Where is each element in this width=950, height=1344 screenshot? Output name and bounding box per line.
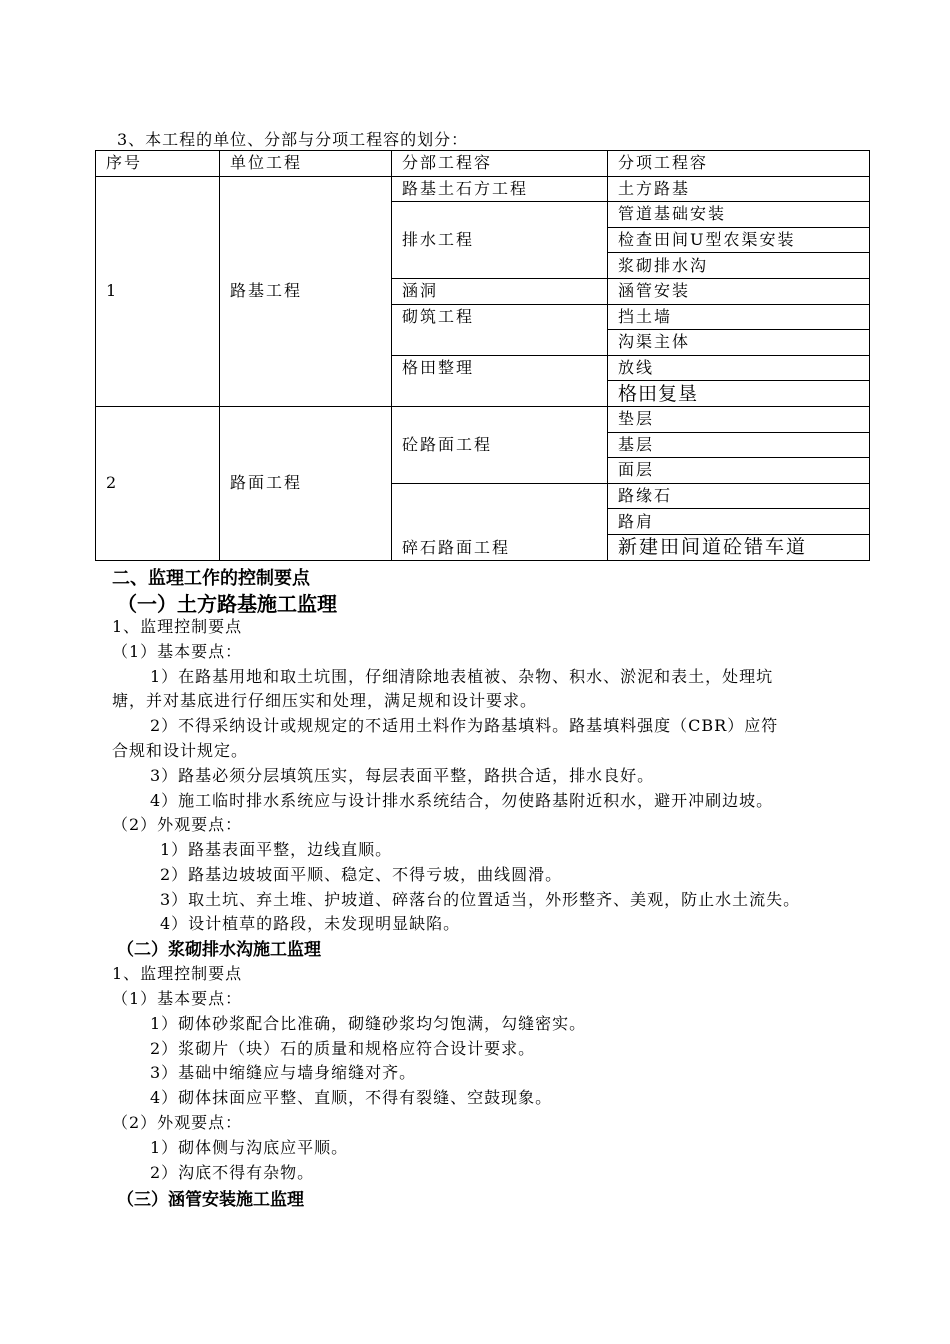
paragraph-line: 3）基础中缩缝应与墙身缩缝对齐。 <box>150 1063 417 1082</box>
part-cell: 排水工程 <box>392 202 608 279</box>
header-no: 序号 <box>96 151 220 177</box>
item-cell: 管道基础安装 <box>608 202 870 228</box>
item-cell: 沟渠主体 <box>608 330 870 356</box>
part-cell: 砼路面工程 <box>392 406 608 483</box>
paragraph-line: 1）路基表面平整，边线直顺。 <box>160 840 393 859</box>
paragraph-line: 2）沟底不得有杂物。 <box>150 1163 315 1182</box>
table-row <box>96 176 870 202</box>
paragraph-line: 2）不得采纳设计或规规定的不适用土料作为路基填料。路基填料强度（CBR）应符 <box>150 716 779 735</box>
subsection-title-earthwork: （一）土方路基施工监理 <box>117 592 337 616</box>
item-cell: 新建田间道砼错车道 <box>608 534 870 560</box>
item-cell: 土方路基 <box>608 176 870 202</box>
group-no: 1 <box>96 176 220 406</box>
group-unit: 路基工程 <box>220 176 392 406</box>
paragraph-line: 3）取土坑、弃土堆、护坡道、碎落台的位置适当，外形整齐、美观，防止水土流失。 <box>160 890 801 909</box>
paragraph-line: 2）浆砌片（块）石的质量和规格应符合设计要求。 <box>150 1039 536 1058</box>
item-cell: 路缘石 <box>608 483 870 509</box>
subsection-title-culvert: （三）涵管安装施工监理 <box>117 1190 304 1210</box>
item-cell: 面层 <box>608 458 870 484</box>
header-item: 分项工程容 <box>608 151 870 177</box>
part-cell: 砌筑工程 <box>392 304 608 355</box>
group-no: 2 <box>96 406 220 560</box>
paragraph-line: 2）路基边坡坡面平顺、稳定、不得亏坡，曲线圆滑。 <box>160 865 563 884</box>
paragraph-line: 1）砌体砂浆配合比准确，砌缝砂浆均匀饱满，勾缝密实。 <box>150 1014 587 1033</box>
appearance-points-label: （2）外观要点： <box>112 815 243 834</box>
header-unit: 单位工程 <box>220 151 392 177</box>
paragraph-line: 4）施工临时排水系统应与设计排水系统结合，勿使路基附近积水，避开冲刷边坡。 <box>150 791 774 810</box>
table-header-row <box>96 151 870 177</box>
paragraph-line: 4）砌体抹面应平整、直顺，不得有裂缝、空鼓现象。 <box>150 1088 553 1107</box>
paragraph-line: 4）设计植草的路段，未发现明显缺陷。 <box>160 914 461 933</box>
group-unit: 路面工程 <box>220 406 392 560</box>
intro-text: 3、本工程的单位、分部与分项工程容的划分： <box>117 130 469 149</box>
part-cell: 格田整理 <box>392 355 608 406</box>
paragraph-line: 合规和设计规定。 <box>112 741 249 760</box>
appearance-points-label: （2）外观要点： <box>112 1113 243 1132</box>
part-cell: 路基土石方工程 <box>392 176 608 202</box>
item-cell: 浆砌排水沟 <box>608 253 870 279</box>
item-cell: 路肩 <box>608 509 870 535</box>
item-cell: 涵管安装 <box>608 278 870 304</box>
paragraph-line: 1）在路基用地和取土坑围，仔细清除地表植被、杂物、积水、淤泥和表土，处理坑 <box>150 667 774 686</box>
item-cell: 基层 <box>608 432 870 458</box>
item-cell: 垫层 <box>608 406 870 432</box>
control-heading: 1、监理控制要点 <box>112 964 243 983</box>
basic-points-label: （1）基本要点： <box>112 989 243 1008</box>
part-cell: 碎石路面工程 <box>392 483 608 560</box>
item-cell: 挡土墙 <box>608 304 870 330</box>
paragraph-line: 1）砌体侧与沟底应平顺。 <box>150 1138 349 1157</box>
division-table <box>95 150 870 561</box>
paragraph-line: 塘，并对基底进行仔细压实和处理，满足规和设计要求。 <box>112 691 538 710</box>
section-title: 二、监理工作的控制要点 <box>112 568 310 589</box>
paragraph-line: 3）路基必须分层填筑压实，每层表面平整，路拱合适，排水良好。 <box>150 766 655 785</box>
table-row <box>96 406 870 432</box>
item-cell: 放线 <box>608 355 870 381</box>
header-part: 分部工程容 <box>392 151 608 177</box>
subsection-title-drainage: （二）浆砌排水沟施工监理 <box>117 940 321 960</box>
part-cell: 涵洞 <box>392 278 608 304</box>
basic-points-label: （1）基本要点： <box>112 642 243 661</box>
control-heading: 1、监理控制要点 <box>112 617 243 636</box>
item-cell: 检查田间U型农渠安装 <box>608 227 870 253</box>
item-cell: 格田复垦 <box>608 381 870 407</box>
